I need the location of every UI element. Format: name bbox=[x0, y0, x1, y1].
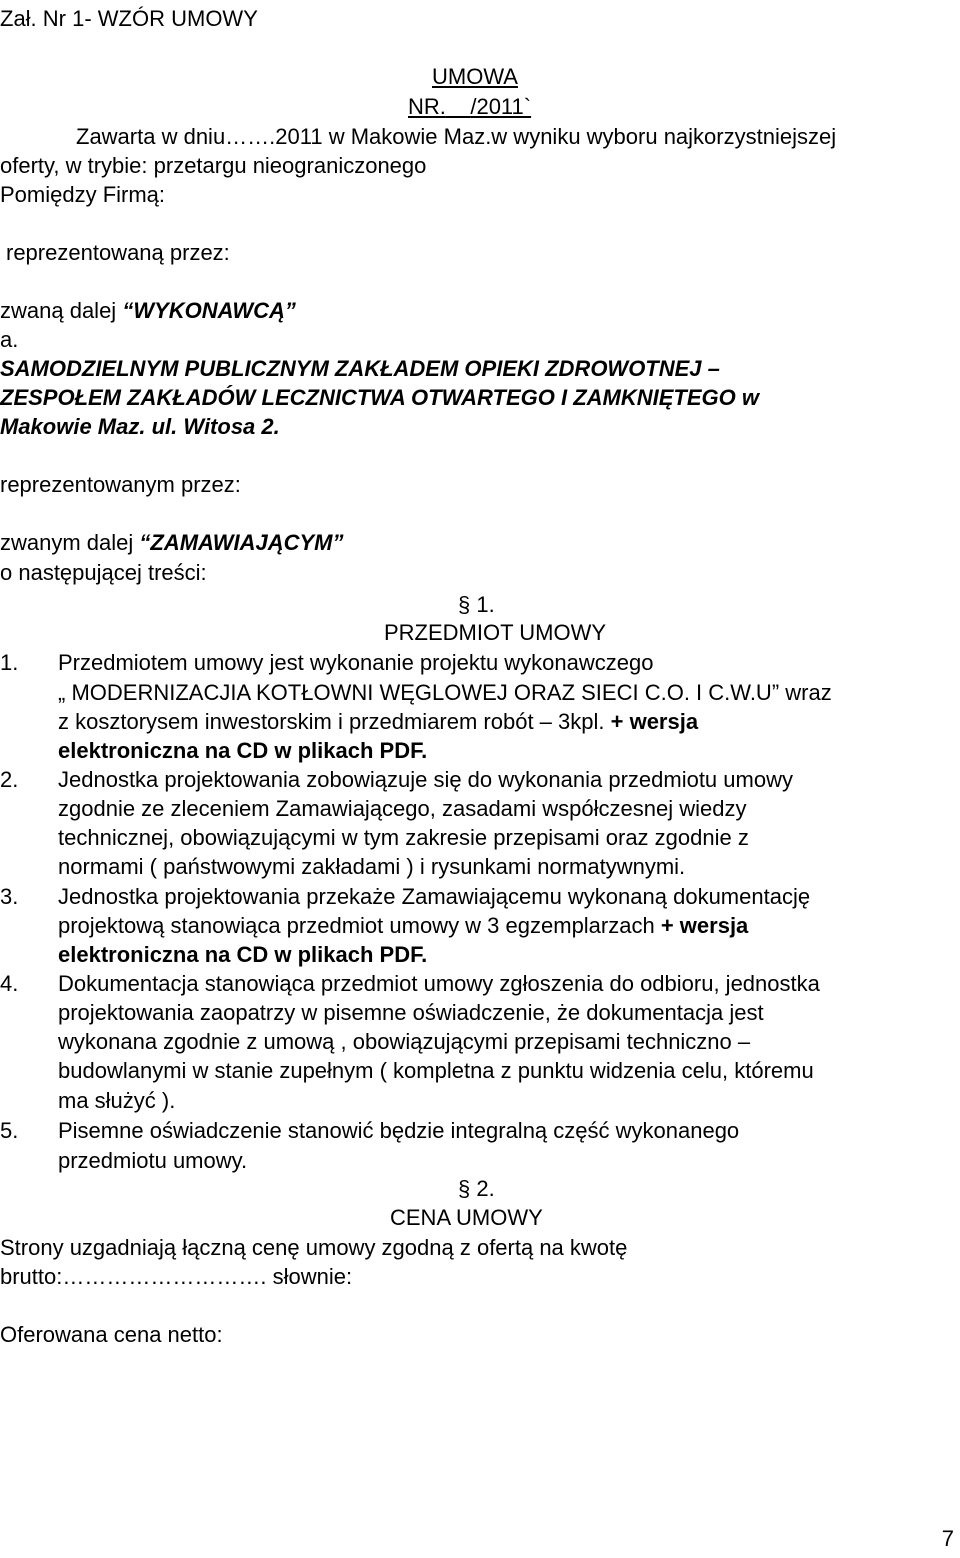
section-1-symbol: § 1. bbox=[458, 592, 495, 617]
price-line-2: brutto:………………………. słownie: bbox=[0, 1264, 353, 1289]
content-intro: o następującej treści: bbox=[0, 560, 207, 585]
section-2-symbol: § 2. bbox=[458, 1176, 495, 1201]
item-3-number: 3. bbox=[0, 884, 19, 909]
price-line-1: Strony uzgadniają łączną cenę umowy zgodną z ofertą na kwotę bbox=[0, 1235, 628, 1260]
contractor-name: “WYKONAWCĄ” bbox=[122, 298, 296, 323]
item-4-line-1: Dokumentacja stanowiąca przedmiot umowy zgłoszenia do odbioru, jednostka bbox=[58, 971, 820, 996]
document-number-label: NR. bbox=[408, 94, 446, 119]
document-number-suffix: /2011` bbox=[470, 94, 532, 119]
party2-line-1: SAMODZIELNYM PUBLICZNYM ZAKŁADEM OPIEKI ZDROWOTNEJ – bbox=[0, 356, 720, 381]
item-4-line-5: ma służyć ). bbox=[58, 1088, 176, 1113]
orderer-label: ZAMAWIAJĄCYM bbox=[150, 530, 333, 555]
attachment-label: Zał. Nr 1- WZÓR UMOWY bbox=[0, 6, 258, 31]
party2-line-2: ZESPOŁEM ZAKŁADÓW LECZNICTWA OTWARTEGO I ZAMKNIĘTEGO w bbox=[0, 385, 759, 410]
item-5-line-1: Pisemne oświadczenie stanowić będzie integralną część wykonanego bbox=[58, 1118, 740, 1143]
net-price-line: Oferowana cena netto: bbox=[0, 1322, 223, 1347]
contractor-clause bbox=[0, 298, 296, 324]
document-number bbox=[408, 94, 531, 120]
section-2-title: CENA UMOWY bbox=[390, 1205, 543, 1230]
item-5-line-2: przedmiotu umowy. bbox=[58, 1148, 248, 1173]
intro-line-2: oferty, w trybie: przetargu nieograniczonego bbox=[0, 153, 427, 178]
item-4-line-4: budowlanymi w stanie zupełnym ( kompletna z punktu widzenia celu, któremu bbox=[58, 1058, 814, 1083]
intro-line-3: Pomiędzy Firmą: bbox=[0, 182, 166, 207]
document-title: UMOWA bbox=[432, 64, 518, 89]
item-2-line-1: Jednostka projektowania zobowiązuje się do wykonania przedmiotu umowy bbox=[58, 767, 793, 792]
called-prefix: zwaną dalej bbox=[0, 298, 117, 323]
called-prefix-2: zwanym dalej bbox=[0, 530, 134, 555]
item-1-line-3 bbox=[58, 709, 698, 735]
item-3-line-2 bbox=[58, 913, 748, 939]
item-2-line-2: zgodnie ze zleceniem Zamawiającego, zasadami współczesnej wiedzy bbox=[58, 796, 747, 821]
contractor-label: WYKONAWCĄ bbox=[133, 298, 285, 323]
item-4-line-3: wykonana zgodnie z umową , obowiązującymi przepisami techniczno – bbox=[58, 1029, 751, 1054]
item-4-line-2: projektowania zaopatrzy w pisemne oświadczenie, że dokumentacja jest bbox=[58, 1000, 764, 1025]
section-1-title: PRZEDMIOT UMOWY bbox=[384, 620, 607, 645]
item-2-line-4: normami ( państwowymi zakładami ) i rysunkami normatywnymi. bbox=[58, 854, 686, 879]
intro-line-1: Zawarta w dniu…….2011 w Makowie Maz.w wyniku wyboru najkorzystniejszej bbox=[76, 124, 837, 149]
orderer-name: “ZAMAWIAJĄCYM” bbox=[139, 530, 344, 555]
orderer-clause bbox=[0, 530, 344, 556]
item-3-line-2-text: projektową stanowiąca przedmiot umowy w 3 egzemplarzach bbox=[58, 913, 655, 938]
party2-line-3: Makowie Maz. ul. Witosa 2. bbox=[0, 414, 280, 439]
item-1-line-3-text: z kosztorysem inwestorskim i przedmiarem robót – 3kpl. bbox=[58, 709, 605, 734]
item-1-line-1: Przedmiotem umowy jest wykonanie projektu wykonawczego bbox=[58, 650, 654, 675]
item-2-line-3: technicznej, obowiązującymi w tym zakresie przepisami oraz zgodnie z bbox=[58, 825, 749, 850]
item-3-bold-tail: + wersja bbox=[660, 913, 749, 938]
item-2-number: 2. bbox=[0, 767, 19, 792]
page-number: 7 bbox=[941, 1526, 954, 1551]
item-5-number: 5. bbox=[0, 1118, 19, 1143]
item-3-line-1: Jednostka projektowania przekaże Zamawiającemu wykonaną dokumentację bbox=[58, 884, 811, 909]
represented-by: reprezentowaną przez: bbox=[6, 240, 230, 265]
document-number-blank bbox=[446, 94, 470, 119]
represented-by-2: reprezentowanym przez: bbox=[0, 472, 241, 497]
item-1-number: 1. bbox=[0, 650, 19, 675]
item-4-number: 4. bbox=[0, 971, 19, 996]
item-1-line-2: „ MODERNIZACJIA KOTŁOWNI WĘGLOWEJ ORAZ SIECI C.O. I C.W.U” wraz bbox=[58, 680, 832, 705]
item-1-bold-line: elektroniczna na CD w plikach PDF. bbox=[58, 738, 428, 763]
item-3-bold-line: elektroniczna na CD w plikach PDF. bbox=[58, 942, 428, 967]
item-1-bold-tail: + wersja bbox=[610, 709, 699, 734]
and-label: a. bbox=[0, 327, 19, 352]
